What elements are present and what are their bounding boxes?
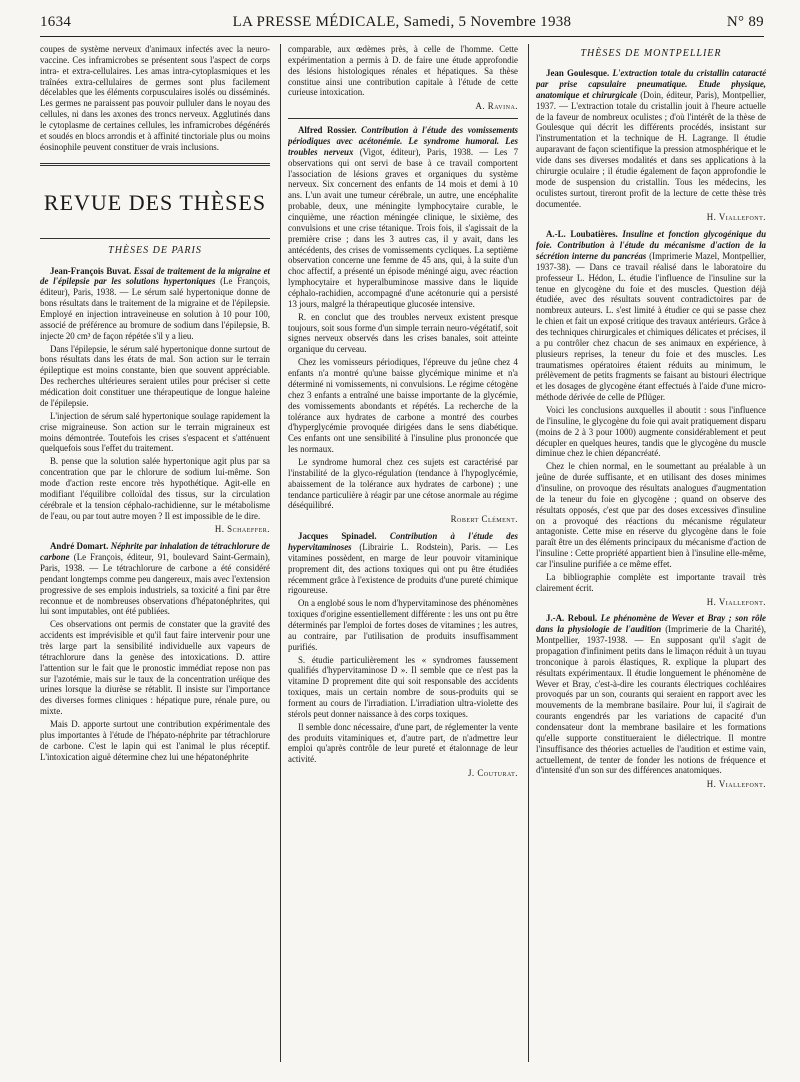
review-text: Ces observations ont permis de constater que la gravité des accidents est imprévisible et qu'il faut faire intervenir pour une très large part la sensibilité individuelle aux vapeurs de tétrachlorure dans la genèse des intoxications. D. attire l'attention sur le fait que le pronostic immédiat repose non pas sur l'azotémie, mais sur le taux de la concentration uréique des urines lorsque la diurèse se rétablit. Il insiste sur l'importance des diverses formes cliniques : hépatique pure, rénale pure, ou mixte. [40, 619, 270, 717]
column-divider [528, 44, 529, 1062]
review-signature: H. Schaeffer. [214, 524, 270, 535]
review-text: La bibliographie complète est importante travail très clairement écrit. [536, 571, 766, 593]
review-author: Jean Goulesque. [546, 68, 610, 79]
review-header [536, 613, 766, 776]
review-text: S. étudie particulièrement les « syndromes faussement qualifiés d'hypervitaminose D ». Il semble que ce n'est pas la vitamine D proprement dite qui soit responsable des accidents toxiques, mais un certain nombre de sous-produits qui se forment au cours de l'irradiation. L'irradiation ultra-violette des stérols peut donner naissance à des corps toxiques. [288, 654, 518, 719]
review-text: B. pense que la solution salée hypertonique agit plus par sa concentration que par le chlorure de sodium lui-même. Son mode d'action reste encore très hypothétique. Agit-elle en modifiant l'équilibre colloïdal des tissus, sur la circulation cérébrale et la tension céphalo-rachidienne, sur le métabolisme de l'eau, ou par tout autre moyen ? Il est impossible de le dire. [40, 456, 270, 521]
review-publisher: (Doin, éditeur, Paris), Montpellier, 1937. — [536, 89, 766, 111]
review-title: L'extraction totale du cristallin cataracté par prise capsulaire pneumatique. Etude physique, anatomique et chirurgicale [536, 68, 766, 100]
review-author: A.-L. Loubatières. [546, 229, 618, 240]
review-author: Jean-François Buvat. [50, 265, 132, 276]
column-right [536, 44, 766, 1062]
review-text: Les 7 observations qui ont servi de base à ce travail comportent l'association de lésions graves et organiques du système nerveux. Six concernent des enfants de 14 mois et demi à 10 ans. L'un avait une tumeur cérébrale, un autre, une encéphalite probable, deux, une méningite lymphocytaire curable, le cinquième, une réaction méningée clinique, le sixième, des convulsions et une crise tétanique. Trois fois, il s'agissait de la première crise ; dans les 3 autres cas, il y avait, dans les antécédents, des crises de vomissements cycliques. La septième observation concerne une femme de 45 ans, qui, à la suite d'un choc affectif, a présenté un épisode méningé aigu, avec réaction lymphocytaire et hyperalbuminose massive dans le liquide céphalo-rachidien, accompagné d'une acétonurie qui a persisté 13 jours, malgré la thérapeutique glucosée intensive. [288, 146, 518, 309]
review-author: André Domart. [50, 541, 109, 552]
review-signature: J. Couturat. [467, 768, 518, 779]
review-text: Les vitamines possèdent, en marge de leur pouvoir vitaminique proprement dit, des actions toxiques qui ont pu être étudiées récemment grâce à l'existence de produits d'une pureté chimique rigoureuse. [288, 541, 518, 596]
review-header [536, 68, 766, 209]
review-text: Voici les conclusions auxquelles il aboutit : sous l'influence de l'insuline, le glycogène du foie qui avait pratiquement disparu (moins de 2 à 3 pour 1000) augmente considérablement et peut décupler en quelques heures, tandis que le glycogène du muscle diminue chez le chien dépancréaté. [536, 404, 766, 459]
review-title: Essai de traitement de la migraine et de l'épilepsie par les solutions hypertoniques [40, 265, 270, 287]
review-text: Chez les vomisseurs périodiques, l'épreuve du jeûne chez 4 enfants n'a montré qu'une baisse glycémique minime et n'a déterminé ni vomissements, ni convulsions. Le régime cétogène chez 3 enfants a entraîné une baisse importante de la glycémie, des vomissements abondants et répétés. La recherche de la tolérance aux hydrates de carbone a montré des courbes d'hyperglycémie provoquée dirigées dans le sens diabétique. Ces enfants ont une sensibilité à l'insuline plus prononcée que les normaux. [288, 357, 518, 455]
review-header [40, 266, 270, 342]
review-signature: H. Viallefont. [706, 212, 766, 223]
subsection-heading: THÈSES DE PARIS [108, 245, 202, 257]
review-text: On a englobé sous le nom d'hypervitaminose des phénomènes toxiques d'origine essentiellement différente : les uns ont pu être déterminés par l'emploi de fortes doses de vitamines ; les autres, au contraire, par l'utilisation de produits insuffisamment purifiés. [288, 598, 518, 652]
review-title: Contribution à l'étude des vomissements périodiques avec acétonémie. Le syndrome humoral. Les troubles nerveux [288, 125, 518, 157]
review-publisher: (Le François, éditeur), Paris, 1938. — [40, 276, 270, 298]
review-title: Le phénomène de Wever et Bray ; son rôle dans la physiologie de l'audition [536, 613, 766, 635]
review-text: L'extraction totale du cristallin jouit à l'heure actuelle de la faveur de nombreux oculistes ; d'où l'intérêt de la thèse de Goulesque qui décrit les différents procédés, insistant sur l'instrumentation et la technique de H. Lagrange. Il étudie auparavant de façon scientifique la pression atmosphérique et le vide dans ses diverses modalités et dans ses applications à la chirurgie oculaire ; il étudie également de façon approfondie le mode de suspension du cristallin. Tous les médecins, les oculistes surtout, tireront profit de la lecture de cette thèse très documentée. [536, 100, 766, 209]
review-publisher: (Imprimerie Mazel, Montpellier, 1937-38). — [536, 250, 766, 272]
review-text: Mais D. apporte surtout une contribution expérimentale des plus importantes à l'étude de l'hépato-néphrite par tétrachlorure de carbone. C'est le lapin qui est l'animal le plus réceptif. L'intoxication aiguë détermine chez lui une hépatonéphrite [40, 718, 270, 762]
review-signature: Robert Clément. [450, 514, 518, 525]
section-rule [40, 163, 270, 166]
review-publisher: (Imprimerie de la Charité), Montpellier, 1937-1938. — [536, 624, 766, 646]
section-heading: REVUE DES THÈSES [43, 189, 267, 215]
review-text: Le sérum salé hypertonique donne de bons résultats dans le traitement de la migraine et de l'épilepsie. Employé en injection intraveineuse en solution à 10 pour 100, associé de préférence au bromure de sodium dans l'épilepsie, B. injecte 20 cm³ de façon répétée s'il y a lieu. [40, 287, 270, 341]
review-header [288, 125, 518, 310]
column-divider [280, 44, 281, 1062]
page-header [40, 14, 764, 38]
column-middle [288, 44, 518, 1062]
review-text: Chez le chien normal, en le soumettant au préalable à un jeûne de durée suffisante, et en utilisant des doses minimes d'insuline, on provoque des résultats analogues d'augmentation de la teneur du foie en glycogène ; quand on observe des résultats opposés, c'est que par des doses excessives d'insuline on a provoqué des réactions du mécanisme régulateur antagoniste. Cette mise en réserve du glycogène dans le foie paraît être un des éléments principaux du mécanisme d'action de l'insuline : Cette propriété appartient bien à l'insuline elle-même, car l'insuline purifiée a ce même effet. [536, 461, 766, 569]
column-left [40, 44, 270, 1062]
review-header [288, 531, 518, 596]
review-text: Il semble donc nécessaire, d'une part, de réglementer la vente des produits vitaminiques et, d'autre part, de n'admettre leur emploi qu'après contrôle de leur pureté et étalonnage de leur activité. [288, 721, 518, 765]
review-header [40, 541, 270, 617]
review-text: R. en conclut que des troubles nerveux existent presque toujours, soit sous forme d'un simple terrain neuro-végétatif, soit signes nerveux observés dans les crises banales, soit atteinte organique du cerveau. [288, 311, 518, 355]
page-number: 1634 [40, 14, 72, 30]
review-author: Alfred Rossier. [298, 125, 357, 136]
review-header [536, 229, 766, 403]
review-text: L'injection de sérum salé hypertonique soulage rapidement la crise migraineuse. Son action sur le terrain migraineux est moins démontrée. Toutefois les crises s'espacent et s'atténuent quelquefois sous l'effet du traitement. [40, 410, 270, 454]
review-publisher: (Librairie L. Rodstein), Paris. — [359, 541, 498, 552]
review-signature: H. Viallefont. [706, 779, 766, 790]
review-signature: H. Viallefont. [706, 596, 766, 607]
review-signature: A. Ravina. [475, 101, 518, 112]
review-publisher: (Le François, éditeur, 91, boulevard Saint-Germain), Paris, 1938. — [40, 552, 270, 573]
review-text: Le syndrome humoral chez ces sujets est caractérisé par l'instabilité de la glyco-régulation (tendance à l'hypoglycémie, abaissement de la tolérance aux hydrates de carbone) ; une tendance particulière à réagir par une cétose anormale au régime déséquilibré. [288, 456, 518, 511]
journal-title: LA PRESSE MÉDICALE, Samedi, 5 Novembre 1938 [232, 14, 572, 30]
review-publisher: (Vigot, éditeur), Paris, 1938. — [359, 146, 489, 157]
review-text: Dans l'épilepsie, le sérum salé hypertonique donne surtout de bons résultats dans les états de mal. Son action sur le terrain épileptique est moins constante, bien que souvent appréciable. Des recherches ultérieures seraient utiles pour préciser si cette médication doit constituer une thérapeutique de longue haleine de l'épilepsie. [40, 343, 270, 408]
section-rule [40, 238, 270, 239]
subsection-heading: THÈSES DE MONTPELLIER [580, 48, 722, 59]
header-rule [40, 36, 764, 37]
review-text: comparable, aux œdèmes près, à celle de l'homme. Cette expérimentation a permis à D. de faire une étude approfondie des lésions histologiques rénales et hépatiques. Sa thèse constitue ainsi une contribution capitale à l'étude de cette curieuse intoxication. [288, 44, 518, 98]
review-title: Contribution à l'étude des hypervitaminoses [288, 531, 518, 552]
review-title: Insuline et fonction glycogénique du foie. Contribution à l'étude du mécanisme d'action de la sécrétion interne du pancréas [536, 229, 766, 261]
review-author: J.-A. Reboul. [546, 613, 598, 624]
issue-number: N° 89 [726, 14, 764, 30]
intro-paragraph: coupes de système nerveux d'animaux infectés avec la neuro-vaccine. Ces inframicrobes se présentent sous l'aspect de corps intra- et extra-cellulaires. Les amas intra-cytoplasmiques et les traînées extra-cellulaires de germes sont plus facilement décelables que les éléments corpusculaires isolés ou disséminés. Les germes ne paraissent pas pouvoir pulluler dans le noyau des cellules, ni dans les axones des troncs nerveux. Agglutinés dans le cytoplasme de certaines cellules, les inframicrobes dégénérés et soudés en blocs arrondis et à affinité tinctoriale plus ou moins éosinophile peuvent constituer de vrais inclusions. [40, 44, 270, 152]
review-text: Dans ce travail réalisé dans le laboratoire du professeur L. Hédon, L. étudie l'influence de l'insuline sur la tenue en glycogène du foie et des muscles. Question déjà étudiée, avec des résultats souvent contradictoires par de nombreux auteurs. L. s'est limité à étudier ce qui se passe chez le chien et fait un exposé critique des travaux antérieurs. Grâce à des techniques chirurgicales et chimiques délicates et précises, il a pu contrôler chez chacun de ses animaux en expérience, à plusieurs reprises, la teneur du foie et des muscles. Les traumatismes opératoires étaient réduits au minimum, le prélèvement de petits fragments se faisant au bistouri électrique et les dosages de glycogène étant effectués à l'aide d'une micro-méthode dérivée de celle de Pflüger. [536, 261, 766, 403]
review-separator [288, 118, 518, 119]
review-text: Le tétrachlorure de carbone a été considéré pendant longtemps comme peu dangereux, mais avec l'extension progressive de ses emplois industriels, sa toxicité a fini par être reconnue et de nombreuses observations d'hépatonéphrites, qui lui sont imputables, ont été publiées. [40, 562, 270, 617]
review-author: Jacques Spinadel. [298, 531, 377, 542]
review-text: En supposant qu'il s'agit de propagation d'infiniment petits dans le limaçon réduit à un tuyau tronconique à parois élastiques, R. explique la plupart des résultats expérimentaux. Il étudie longuement le phénomène de Wever et Bray, c'est-à-dire les courants électriques cochléaires provoqués par un son, courants qui seraient en rapport avec les mouvements de la membrane basilaire. Pour lui, il s'agirait de courants engendrés par les variations de capacité d'un condensateur dont la membrane basilaire et les formations qu'elle supporte constitueraient le diélectrique. Il montre l'insuffisance des théories actuelles de l'audition et estime vain, actuellement, de tenter de fonder les notions de fréquence et d'intensité d'un son sur des différences anatomiques. [536, 635, 766, 776]
review-title: Néphrite par inhalation de tétrachlorure de carbone [40, 541, 270, 563]
